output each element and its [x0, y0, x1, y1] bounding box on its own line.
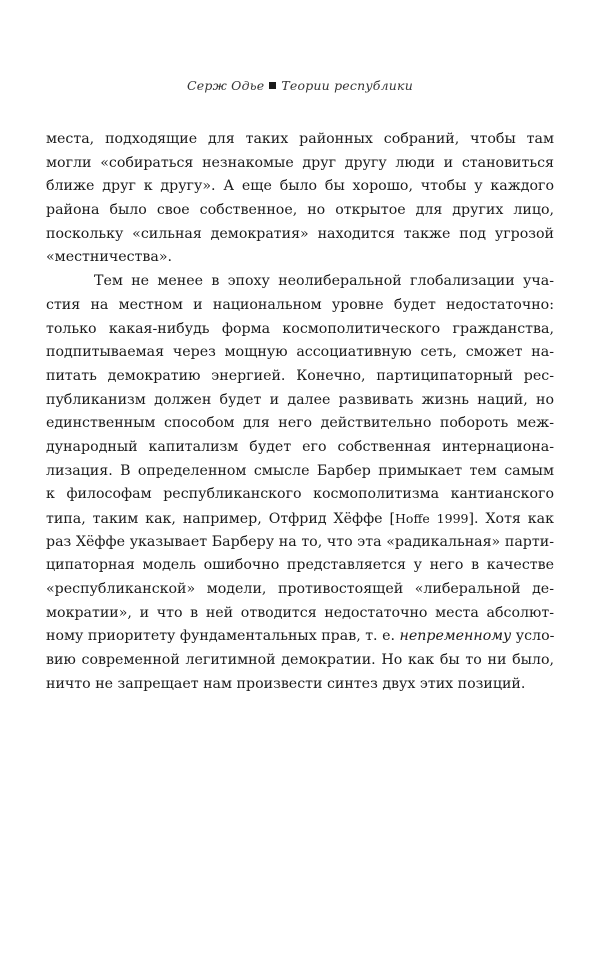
text-line: только какая-нибудь форма космополитического гражданства, — [46, 320, 554, 337]
text-line: питать демократию энергией. Конечно, партиципаторный рес- — [46, 367, 554, 384]
text-line: мократии», и что в ней отводится недостаточно места абсолют- — [46, 604, 554, 621]
header-title: Теории республики — [281, 78, 413, 93]
text-segment: типа, таким как, например, Отфрид Хёффе [ — [46, 511, 396, 527]
citation-author: Hoffe — [395, 511, 430, 526]
text-line: раз Хёффе указывает Барберу на то, что эта «радикальная» парти- — [46, 533, 554, 550]
text-line: подпитываемая через мощную ассоциативную сеть, сможет на- — [46, 344, 554, 361]
text-segment: усло- — [511, 628, 555, 645]
text-line: ципаторная модель ошибочно представляется у него в качестве — [46, 557, 554, 574]
text-line: дународный капитализм будет его собственная интернациона- — [46, 438, 554, 455]
text-line: публиканизм должен будет и далее развивать жизнь наций, но — [46, 391, 554, 408]
text-segment: ]. Хотя как — [468, 511, 554, 527]
text-line: вию современной легитимной демократии. Но как бы то ни было, — [46, 652, 554, 669]
text-line: поскольку «сильная демократия» находится также под угрозой — [46, 225, 554, 242]
text-line: Тем не менее в эпоху неолиберальной глобализации уча- — [94, 273, 554, 290]
emphasis-text: непременному — [399, 628, 512, 645]
text-line: стия на местном и национальном уровне будет недостаточно: — [46, 296, 554, 313]
paragraph-2 — [46, 270, 554, 696]
text-line: места, подходящие для таких районных собраний, чтобы там — [46, 131, 554, 147]
text-line: ничто не запрещает нам произвести синтез двух этих позиций. — [46, 675, 526, 692]
text-line: «местничества». — [46, 249, 173, 266]
text-line: лизация. В определенном смысле Барбер примыкает тем самым — [46, 462, 554, 479]
text-segment: ному приоритету фундаментальных прав, т. е. — [46, 628, 400, 645]
header-author: Серж Одье — [187, 78, 265, 93]
text-line — [46, 507, 554, 531]
text-line: к философам республиканского космополитизма кантианского — [46, 486, 554, 503]
body-text — [46, 128, 554, 697]
header-separator-square-icon — [269, 82, 276, 89]
text-line: «республиканской» модели, противостоящей «либеральной де- — [46, 581, 554, 598]
citation-year: 1999 — [436, 511, 469, 526]
text-line: района было свое собственное, но открытое для других лицо, — [46, 202, 554, 219]
text-line: единственным способом для него действительно побороть меж- — [46, 415, 554, 432]
text-line: могли «собираться незнакомые друг другу люди и становиться — [46, 154, 554, 171]
running-header — [0, 78, 600, 93]
text-line: ближе друг к другу». А еще было бы хорошо, чтобы у каждого — [46, 178, 554, 195]
paragraph-1 — [46, 128, 554, 270]
text-line — [46, 625, 554, 649]
